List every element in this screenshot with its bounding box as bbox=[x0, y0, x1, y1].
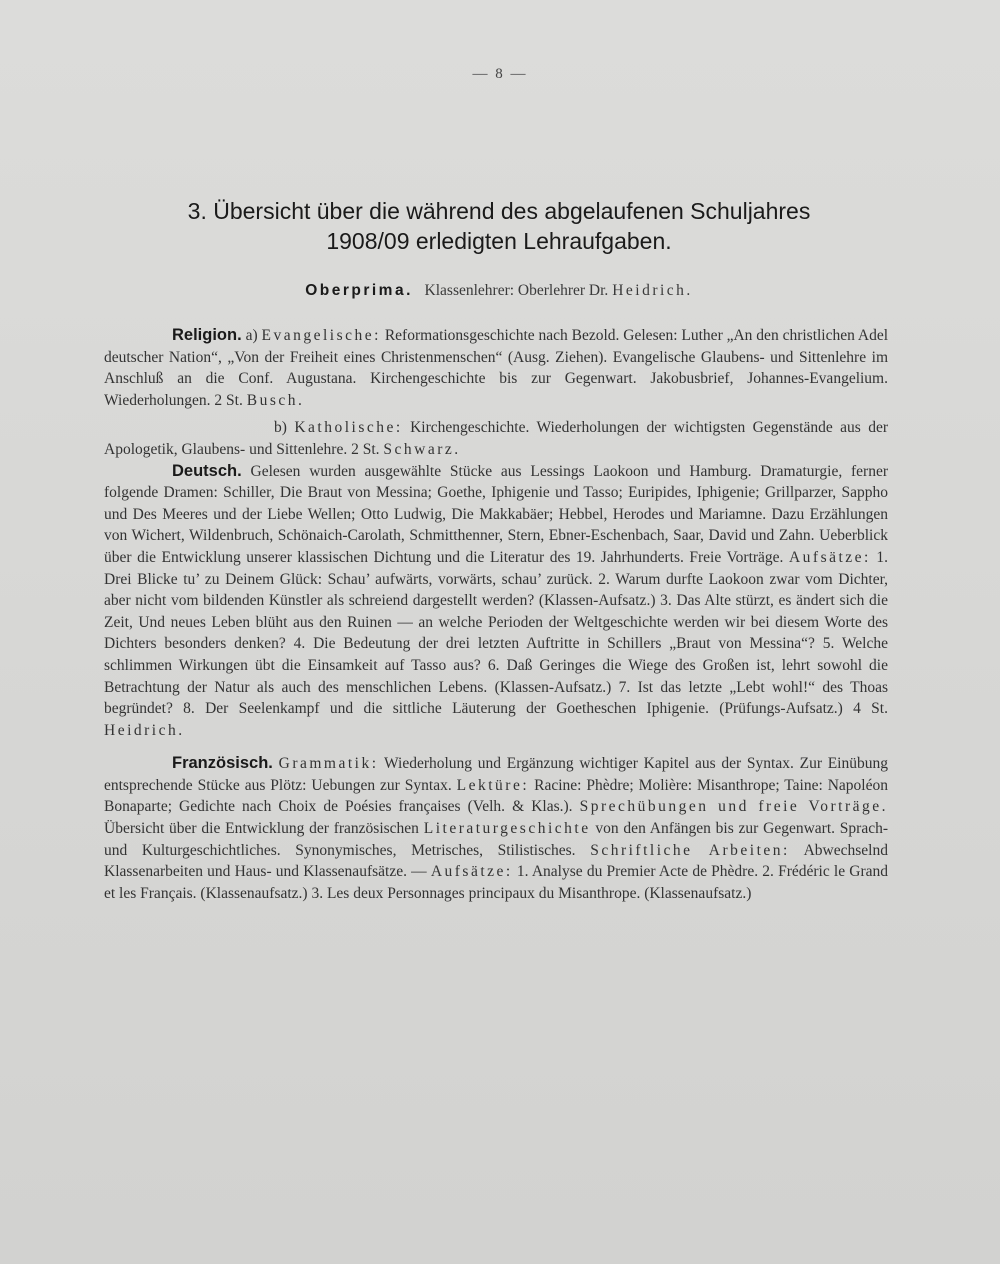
class-line bbox=[104, 282, 894, 300]
subject-franzoesisch: Französisch. bbox=[172, 754, 273, 773]
teacher-name: Heidrich. bbox=[612, 282, 693, 299]
class-name: Oberprima. bbox=[305, 282, 413, 299]
document-body bbox=[104, 325, 888, 904]
religion-paragraph-a: Religion. a) Evangelische: Reformationsgeschichte nach Bezold. Gelesen: Luther „An den christlichen Adel deutscher Nation“, „Von der Freiheit eines Christenmenschen“ (Ausg. Ziehen). Evangelische Glaubens- und Sittenlehre im Anschluß an die Conf. Augustana. Kirchengeschichte bis zur Gegenwart. Jakobusbrief, Johannes-Evangelium. Wiederholungen. 2 St. Busch. bbox=[104, 326, 889, 409]
subject-deutsch: Deutsch. bbox=[172, 461, 242, 480]
page-number: — 8 — bbox=[472, 66, 528, 82]
religion-paragraph-b: b) Katholische: Kirchengeschichte. Wiederholungen der wichtigsten Gegenstände aus der Apologetik, Glaubens- und Sittenlehre. 2 St. Schwarz. bbox=[104, 419, 888, 458]
franzoesisch-paragraph: Französisch. Grammatik: Wiederholung und Ergänzung wichtiger Kapitel aus der Syntax. Zur Einübung entsprechende Stücke aus Plötz: Uebungen zur Syntax. Lektüre: Racine: Phèdre; Molière: Misanthrope; Taine: Napoléon Bonaparte; Gedichte nach Choix de Poésies françaises (Velh. & Klas.). Sprechübungen und freie Vorträge. Übersicht über die Entwicklung der französischen Literaturgeschichte von den Anfängen bis zur Gegenwart. Sprach- und Kulturgeschichtliches. Synonymisches, Metrisches, Stilistisches. Schriftliche Arbeiten: Abwechselnd Klassenarbeiten und Haus- und Klassenaufsätze. — Aufsätze: 1. Analyse du Premier Acte de Phèdre. 2. Frédéric le Grand et les Français. (Klassenaufsatz.) 3. Les deux Personnages principaux du Misanthrope. (Klassenaufsatz.) bbox=[104, 754, 889, 902]
teacher-label: Klassenlehrer: Oberlehrer Dr. bbox=[424, 282, 609, 299]
heading-line-1: 3. Übersicht über die während des abgelaufenen Schuljahres bbox=[187, 198, 811, 224]
heading-line-2: 1908/09 erledigten Lehraufgaben. bbox=[326, 228, 672, 254]
section-heading bbox=[104, 196, 894, 256]
deutsch-paragraph: Deutsch. Gelesen wurden ausgewählte Stücke aus Lessings Laokoon und Hamburg. Dramaturgie, ferner folgende Dramen: Schiller, Die Braut von Messina; Goethe, Iphigenie und Tasso; Euripides, Iphigenie; Grillparzer, Sappho und Des Meeres und der Liebe Wellen; Otto Ludwig, Die Makkabäer; Hebbel, Herodes und Mariamne. Dazu Erzählungen von Wichert, Wildenbruch, Schönaich-Carolath, Schmitthenner, Stern, Ebner-Eschenbach, Saar, David und Zahn. Ueberblick über die Entwicklung unserer klassischen Dichtung und die Literatur des 19. Jahrhunderts. Freie Vorträge. Aufsätze: 1. Drei Blicke tu’ zu Deinem Glück: Schau’ aufwärts, vorwärts, schau’ zurück. 2. Warum durfte Laokoon zwar vom Dichter, aber nicht vom bildenden Künstler als schreiend dargestellt werden? (Klassen-Aufsatz.) 3. Das Alte stürzt, es ändert sich die Zeit, Und neues Leben blüht aus den Ruinen — an welche Perioden der Weltgeschichte werden wir bei diesem Worte des Dichters besonders denken? 4. Die Bedeutung der drei letzten Auftritte in Schillers „Braut von Messina“? 5. Welche schlimmen Wirkungen übt die Einsamkeit auf Tasso aus? 6. Daß Geringes die Wiege des Großen ist, lehrt sowohl die Betrachtung der Natur als auch des menschlichen Lebens. (Klassen-Aufsatz.) 7. Ist das letzte „Lebt wohl!“ des Thoas begründet? 8. Der Seelenkampf und die sittliche Läuterung der Goetheschen Iphigenie. (Prüfungs-Aufsatz.) 4 St. Heidrich. bbox=[104, 461, 889, 739]
subject-religion: Religion. bbox=[172, 326, 242, 344]
